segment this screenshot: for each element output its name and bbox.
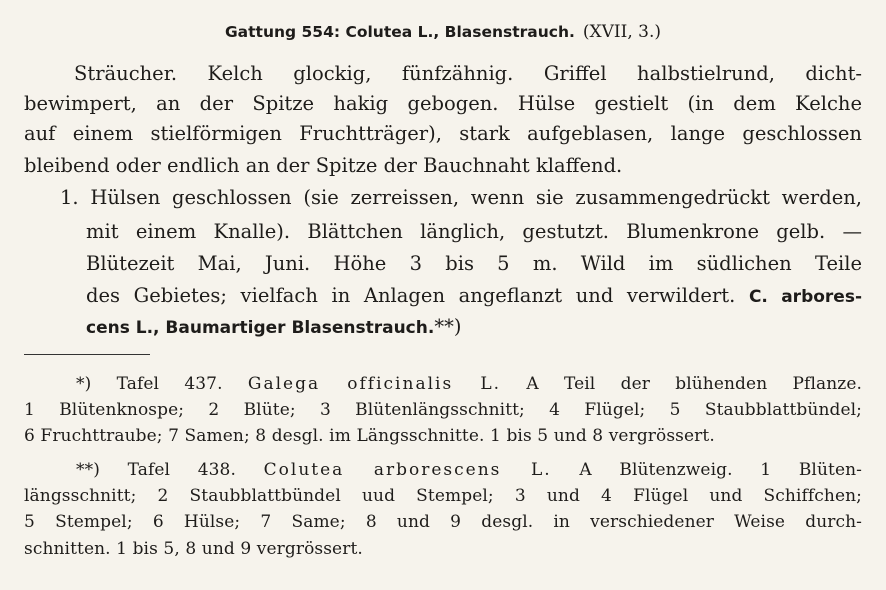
- footnote-2-line-3: 5 Stempel; 6 Hülse; 7 Same; 8 und 9 desgl. in verschiedener Weise durch-: [24, 512, 862, 532]
- species-line-4: [86, 286, 862, 306]
- footnote-2-line-1: [76, 462, 862, 479]
- footnote-2-mark: **): [76, 460, 100, 480]
- species-line-5: [86, 317, 862, 337]
- footnote-reference: **): [434, 315, 462, 338]
- species-line-2: mit einem Knalle). Blättchen länglich, gestutzt. Blumenkrone gelb. —: [86, 220, 862, 243]
- footnote-1-mark: *): [76, 374, 92, 394]
- description-line-4: bleibend oder endlich an der Spitze der Bauchnaht klaffend.: [24, 154, 623, 177]
- footnote-1-caption: A Teil der blühenden Pflanze.: [526, 374, 862, 394]
- species-name-part-1: C. arbores-: [748, 287, 862, 307]
- species-line-1: 1. Hülsen geschlossen (sie zerreissen, wenn sie zusammengedrückt werden,: [60, 186, 862, 209]
- footnote-1-line-2: 1 Blütenknospe; 2 Blüte; 3 Blütenlängsschnitt; 4 Flügel; 5 Staubblattbündel;: [24, 400, 862, 420]
- description-line-1: Sträucher. Kelch glockig, fünfzähnig. Griffel halbstielrund, dicht-: [74, 62, 862, 85]
- footnote-2-taxon: Colutea arborescens L.: [263, 460, 552, 480]
- genus-heading: [0, 24, 886, 41]
- description-line-2: bewimpert, an der Spitze hakig gebogen. Hülse gestielt (in dem Kelche: [24, 92, 862, 115]
- footnote-1-taxon: Galega officinalis L.: [247, 374, 502, 394]
- footnote-1-line-3: 6 Fruchttraube; 7 Samen; 8 desgl. im Längsschnitte. 1 bis 5 und 8 vergrössert.: [24, 426, 715, 446]
- species-line-3: Blütezeit Mai, Juni. Höhe 3 bis 5 m. Wild im südlichen Teile: [86, 252, 862, 275]
- species-line-4-text: des Gebietes; vielfach in Anlagen angeflanzt und verwildert.: [86, 284, 736, 307]
- footnote-2-plate: Tafel 438.: [127, 460, 236, 480]
- description-line-3: auf einem stielförmigen Fruchtträger), stark aufgeblasen, lange geschlossen: [24, 122, 862, 145]
- footnote-1-plate: Tafel 437.: [116, 374, 223, 394]
- footnote-2-line-2: längsschnitt; 2 Staubblattbündel uud Stempel; 3 und 4 Flügel und Schiffchen;: [24, 486, 862, 506]
- footnote-2-caption: A Blütenzweig. 1 Blüten-: [579, 460, 862, 480]
- footnote-separator: [24, 354, 150, 355]
- footnote-1-line-1: [76, 376, 862, 393]
- footnote-2-line-4: schnitten. 1 bis 5, 8 und 9 vergrössert.: [24, 539, 363, 559]
- genus-title: Gattung 554: Colutea L., Blasenstrauch.: [224, 23, 575, 41]
- species-name-part-2: cens L., Baumartiger Blasenstrauch.: [86, 318, 435, 338]
- linnaean-class-reference: (XVII, 3.): [582, 22, 662, 42]
